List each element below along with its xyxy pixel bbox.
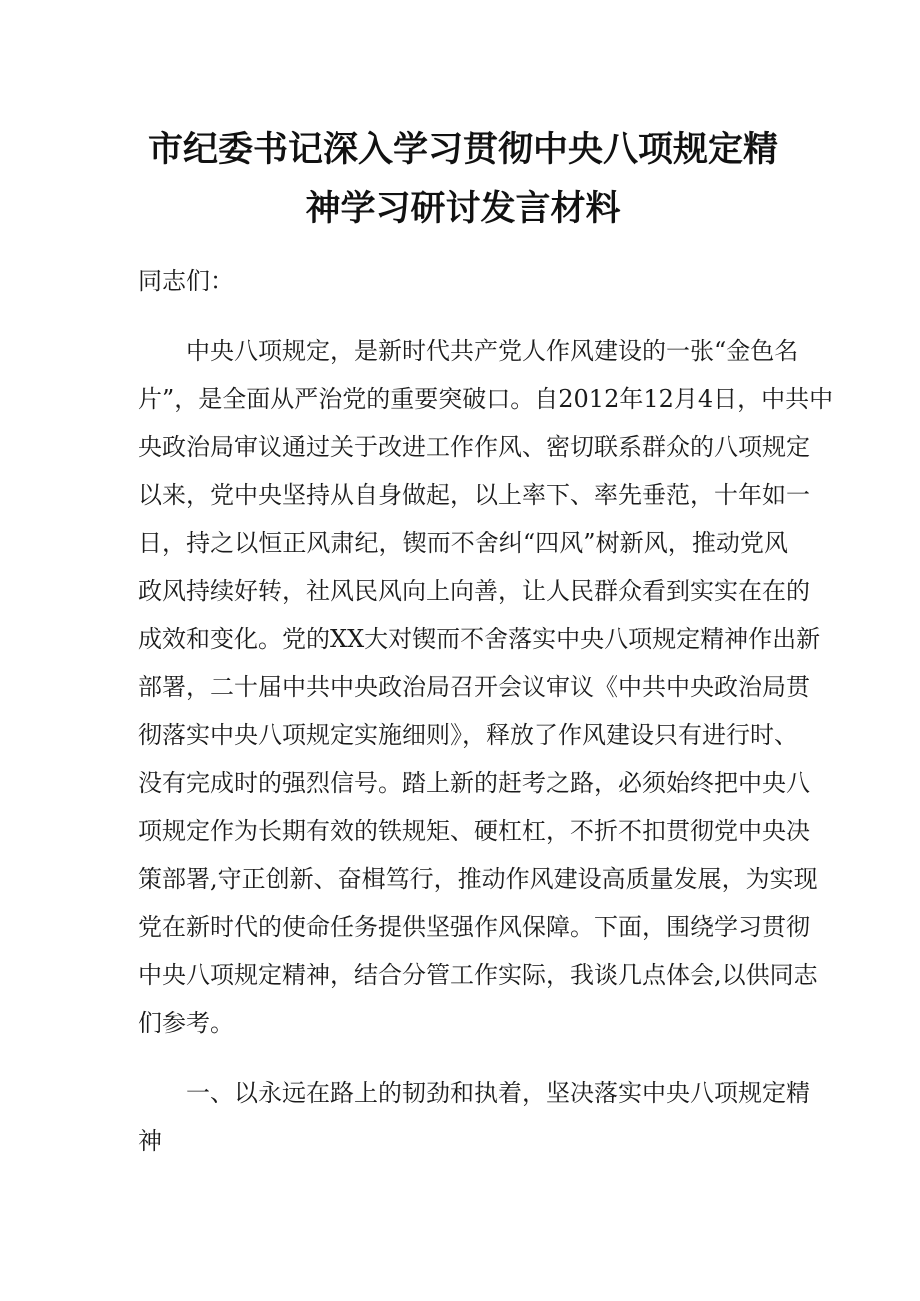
section-heading-line: 神 [138, 1127, 162, 1155]
paragraph-line: 成效和变化。党的XX大对锲而不舍落实中央八项规定精神作出新 [138, 625, 821, 653]
paragraph-line: 彻落实中央八项规定实施细则》，释放了作风建设只有进行时、 [138, 721, 798, 749]
salutation: 同志们： [138, 267, 234, 295]
paragraph-line: 政风持续好转，社风民风向上向善，让人民群众看到实实在在的 [138, 577, 810, 605]
section-heading-line: 一、以永远在路上的韧劲和执着，坚决落实中央八项规定精 [186, 1079, 810, 1107]
paragraph-line: 日，持之以恒正风肃纪，锲而不舍纠“四风”树新风，推动党风 [138, 529, 788, 557]
paragraph-line: 央政治局审议通过关于改进工作作风、密切联系群众的八项规定 [138, 433, 810, 461]
paragraph-line: 中央八项规定精神，结合分管工作实际，我谈几点体会,以供同志 [138, 961, 818, 989]
document-title-line-2: 神学习研讨发言材料 [305, 189, 621, 229]
paragraph-line: 没有完成时的强烈信号。踏上新的赶考之路，必须始终把中央八 [138, 769, 810, 797]
paragraph-line: 策部署,守正创新、奋楫笃行，推动作风建设高质量发展，为实现 [138, 865, 818, 893]
document-title-line-1: 市纪委书记深入学习贯彻中央八项规定精 [147, 130, 778, 170]
paragraph-line: 片”，是全面从严治党的重要突破口。自2012年12月4日，中共中 [138, 385, 834, 413]
paragraph-line: 们参考。 [138, 1009, 234, 1037]
paragraph-line: 党在新时代的使命任务提供坚强作风保障。下面，围绕学习贯彻 [138, 913, 810, 941]
paragraph-line: 部署，二十届中共中央政治局召开会议审议《中共中央政治局贯 [138, 673, 810, 701]
paragraph-line: 中央八项规定，是新时代共产党人作风建设的一张“金色名 [186, 337, 799, 365]
paragraph-line: 项规定作为长期有效的铁规矩、硬杠杠，不折不扣贯彻党中央决 [138, 817, 810, 845]
paragraph-line: 以来，党中央坚持从自身做起，以上率下、率先垂范，十年如一 [138, 481, 810, 509]
